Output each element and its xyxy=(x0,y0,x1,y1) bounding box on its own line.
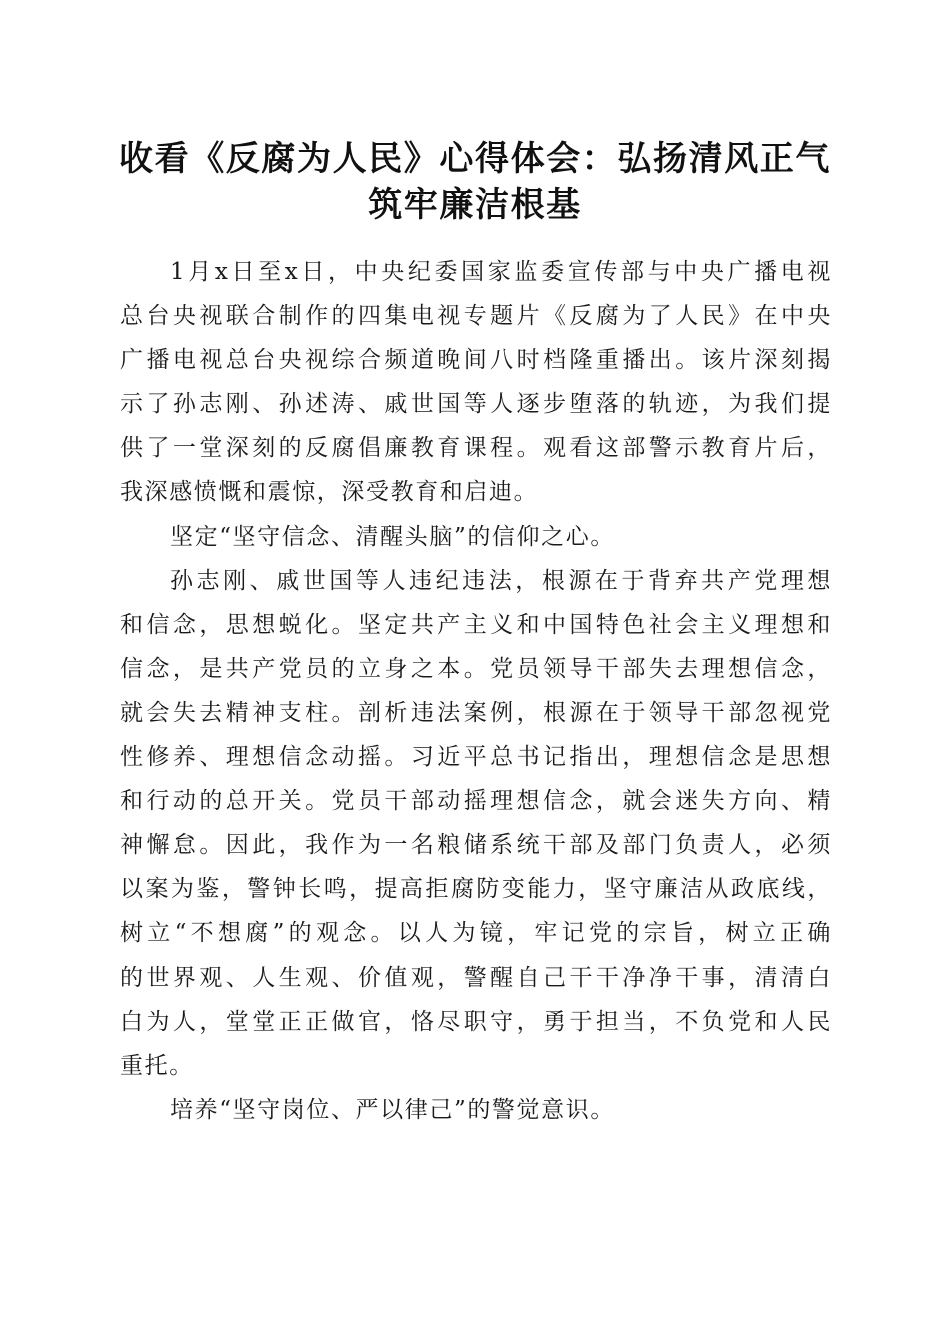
text-line: 1月x日至x日，中央纪委国家监委宣传部与中央广播电视 xyxy=(170,259,832,285)
text-line: 就会失去精神支柱。剖析违法案例，根源在于领导干部忽视党 xyxy=(120,699,832,726)
text-line: 和信念，思想蜕化。坚定共产主义和中国特色社会主义理想和 xyxy=(120,611,832,638)
section-heading-1 xyxy=(120,515,832,559)
text-line: 神懈怠。因此，我作为一名粮储系统干部及部门负责人，必须 xyxy=(120,832,832,859)
text-line: 培养“坚守岗位、严以律己”的警觉意识。 xyxy=(170,1096,615,1123)
title-line: 筑牢廉洁根基 xyxy=(368,185,582,225)
paragraph-analysis xyxy=(120,559,832,1088)
text-line: 的世界观、人生观、价值观，警醒自己干干净净干事，清清白 xyxy=(120,964,832,991)
document-title xyxy=(100,136,850,228)
text-line: 重托。 xyxy=(120,1052,194,1079)
text-line: 树立“不想腐”的观念。以人为镜，牢记党的宗旨，树立正确 xyxy=(120,920,832,947)
text-line: 性修养、理想信念动摇。习近平总书记指出，理想信念是思想 xyxy=(120,744,832,771)
text-line: 供了一堂深刻的反腐倡廉教育课程。观看这部警示教育片后， xyxy=(120,435,832,462)
text-line: 以案为鉴，警钟长鸣，提高拒腐防变能力，坚守廉洁从政底线， xyxy=(120,876,832,903)
title-line: 收看《反腐为人民》心得体会：弘扬清风正气 xyxy=(119,139,831,179)
paragraph-intro xyxy=(120,250,832,515)
text-line: 和行动的总开关。党员干部动摇理想信念，就会迷失方向、精 xyxy=(120,788,832,815)
text-line: 白为人，堂堂正正做官，恪尽职守，勇于担当，不负党和人民 xyxy=(120,1008,832,1035)
section-heading-2 xyxy=(120,1088,832,1132)
text-line: 示了孙志刚、孙述涛、戚世国等人逐步堕落的轨迹，为我们提 xyxy=(120,391,832,418)
document-body xyxy=(120,250,832,1132)
text-line: 信念，是共产党员的立身之本。党员领导干部失去理想信念， xyxy=(120,655,832,682)
text-line: 孙志刚、戚世国等人违纪违法，根源在于背弃共产党理想 xyxy=(170,567,832,594)
text-line: 广播电视总台央视综合频道晚间八时档隆重播出。该片深刻揭 xyxy=(120,347,832,374)
text-line: 我深感愤慨和震惊，深受教育和启迪。 xyxy=(120,479,539,506)
text-line: 总台央视联合制作的四集电视专题片《反腐为了人民》在中央 xyxy=(120,303,832,330)
text-line: 坚定“坚守信念、清醒头脑”的信仰之心。 xyxy=(170,523,615,550)
